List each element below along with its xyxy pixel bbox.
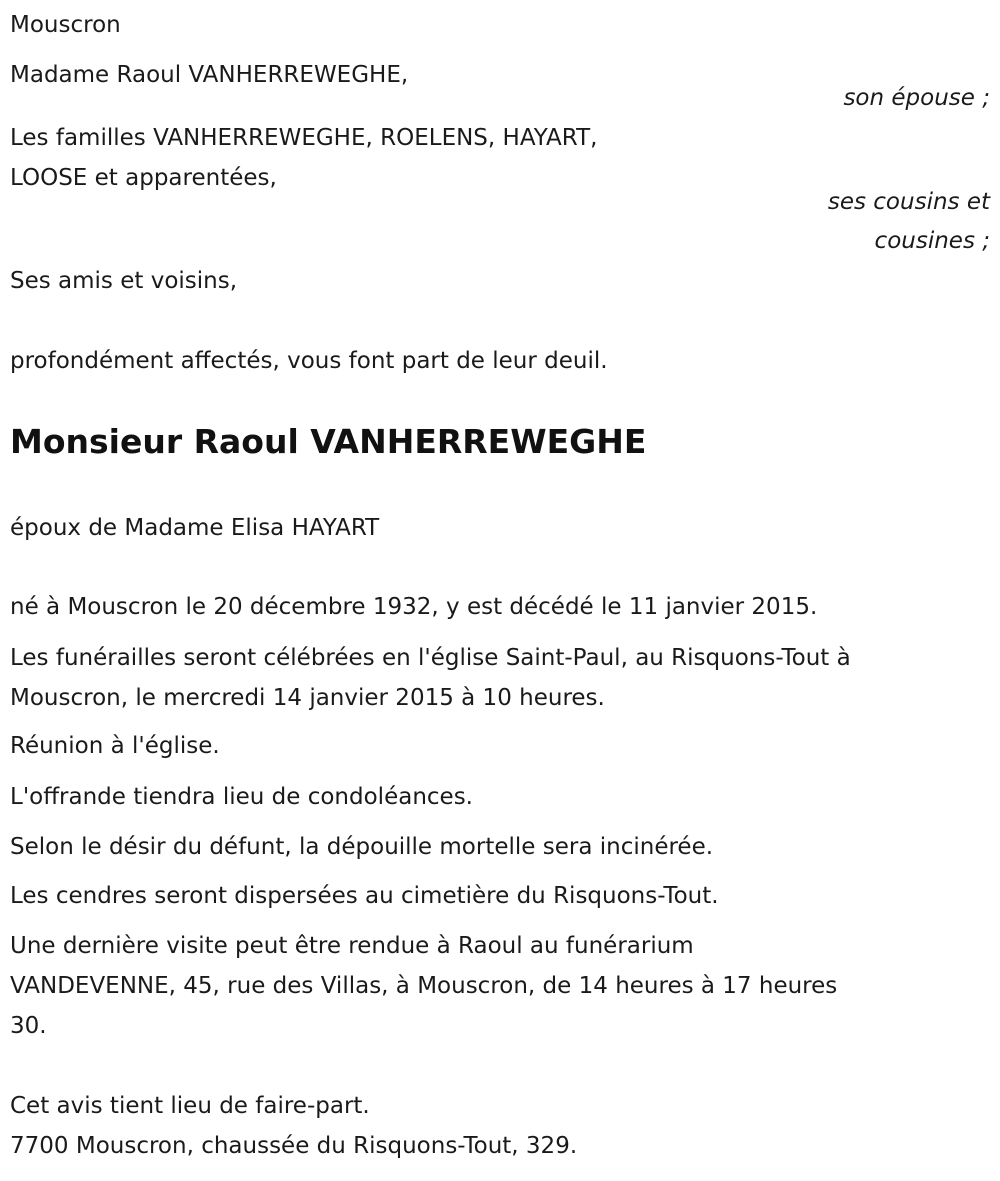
families-role-line-2: cousines ;	[874, 228, 990, 254]
notice: Cet avis tient lieu de faire-part.	[10, 1093, 370, 1119]
cremation: Selon le désir du défunt, la dépouille mortelle sera incinérée.	[10, 834, 714, 860]
visit-line-1: Une dernière visite peut être rendue à Raoul au funérarium	[10, 933, 694, 959]
visit-line-2: VANDEVENNE, 45, rue des Villas, à Mouscron, de 14 heures à 17 heures	[10, 973, 838, 999]
meeting: Réunion à l'église.	[10, 733, 220, 759]
visit-line-3: 30.	[10, 1013, 47, 1039]
wife-name: Madame Raoul VANHERREWEGHE,	[10, 62, 409, 88]
funeral-line-1: Les funérailles seront célébrées en l'église Saint-Paul, au Risquons-Tout à	[10, 645, 851, 671]
families-role-line-1: ses cousins et	[827, 189, 990, 215]
city: Mouscron	[10, 12, 121, 38]
funeral-line-2: Mouscron, le mercredi 14 janvier 2015 à 10 heures.	[10, 685, 605, 711]
birth-death: né à Mouscron le 20 décembre 1932, y est décédé le 11 janvier 2015.	[10, 594, 818, 620]
friends: Ses amis et voisins,	[10, 268, 238, 294]
wife-role: son épouse ;	[843, 85, 990, 111]
families-line-1: Les familles VANHERREWEGHE, ROELENS, HAYART,	[10, 125, 598, 151]
spouse: époux de Madame Elisa HAYART	[10, 515, 380, 541]
address: 7700 Mouscron, chaussée du Risquons-Tout, 329.	[10, 1133, 578, 1159]
deceased-name: Monsieur Raoul VANHERREWEGHE	[10, 422, 647, 461]
ashes: Les cendres seront dispersées au cimetière du Risquons-Tout.	[10, 883, 719, 909]
announcement: profondément affectés, vous font part de leur deuil.	[10, 348, 608, 374]
offering: L'offrande tiendra lieu de condoléances.	[10, 784, 473, 810]
families-line-2: LOOSE et apparentées,	[10, 165, 277, 191]
